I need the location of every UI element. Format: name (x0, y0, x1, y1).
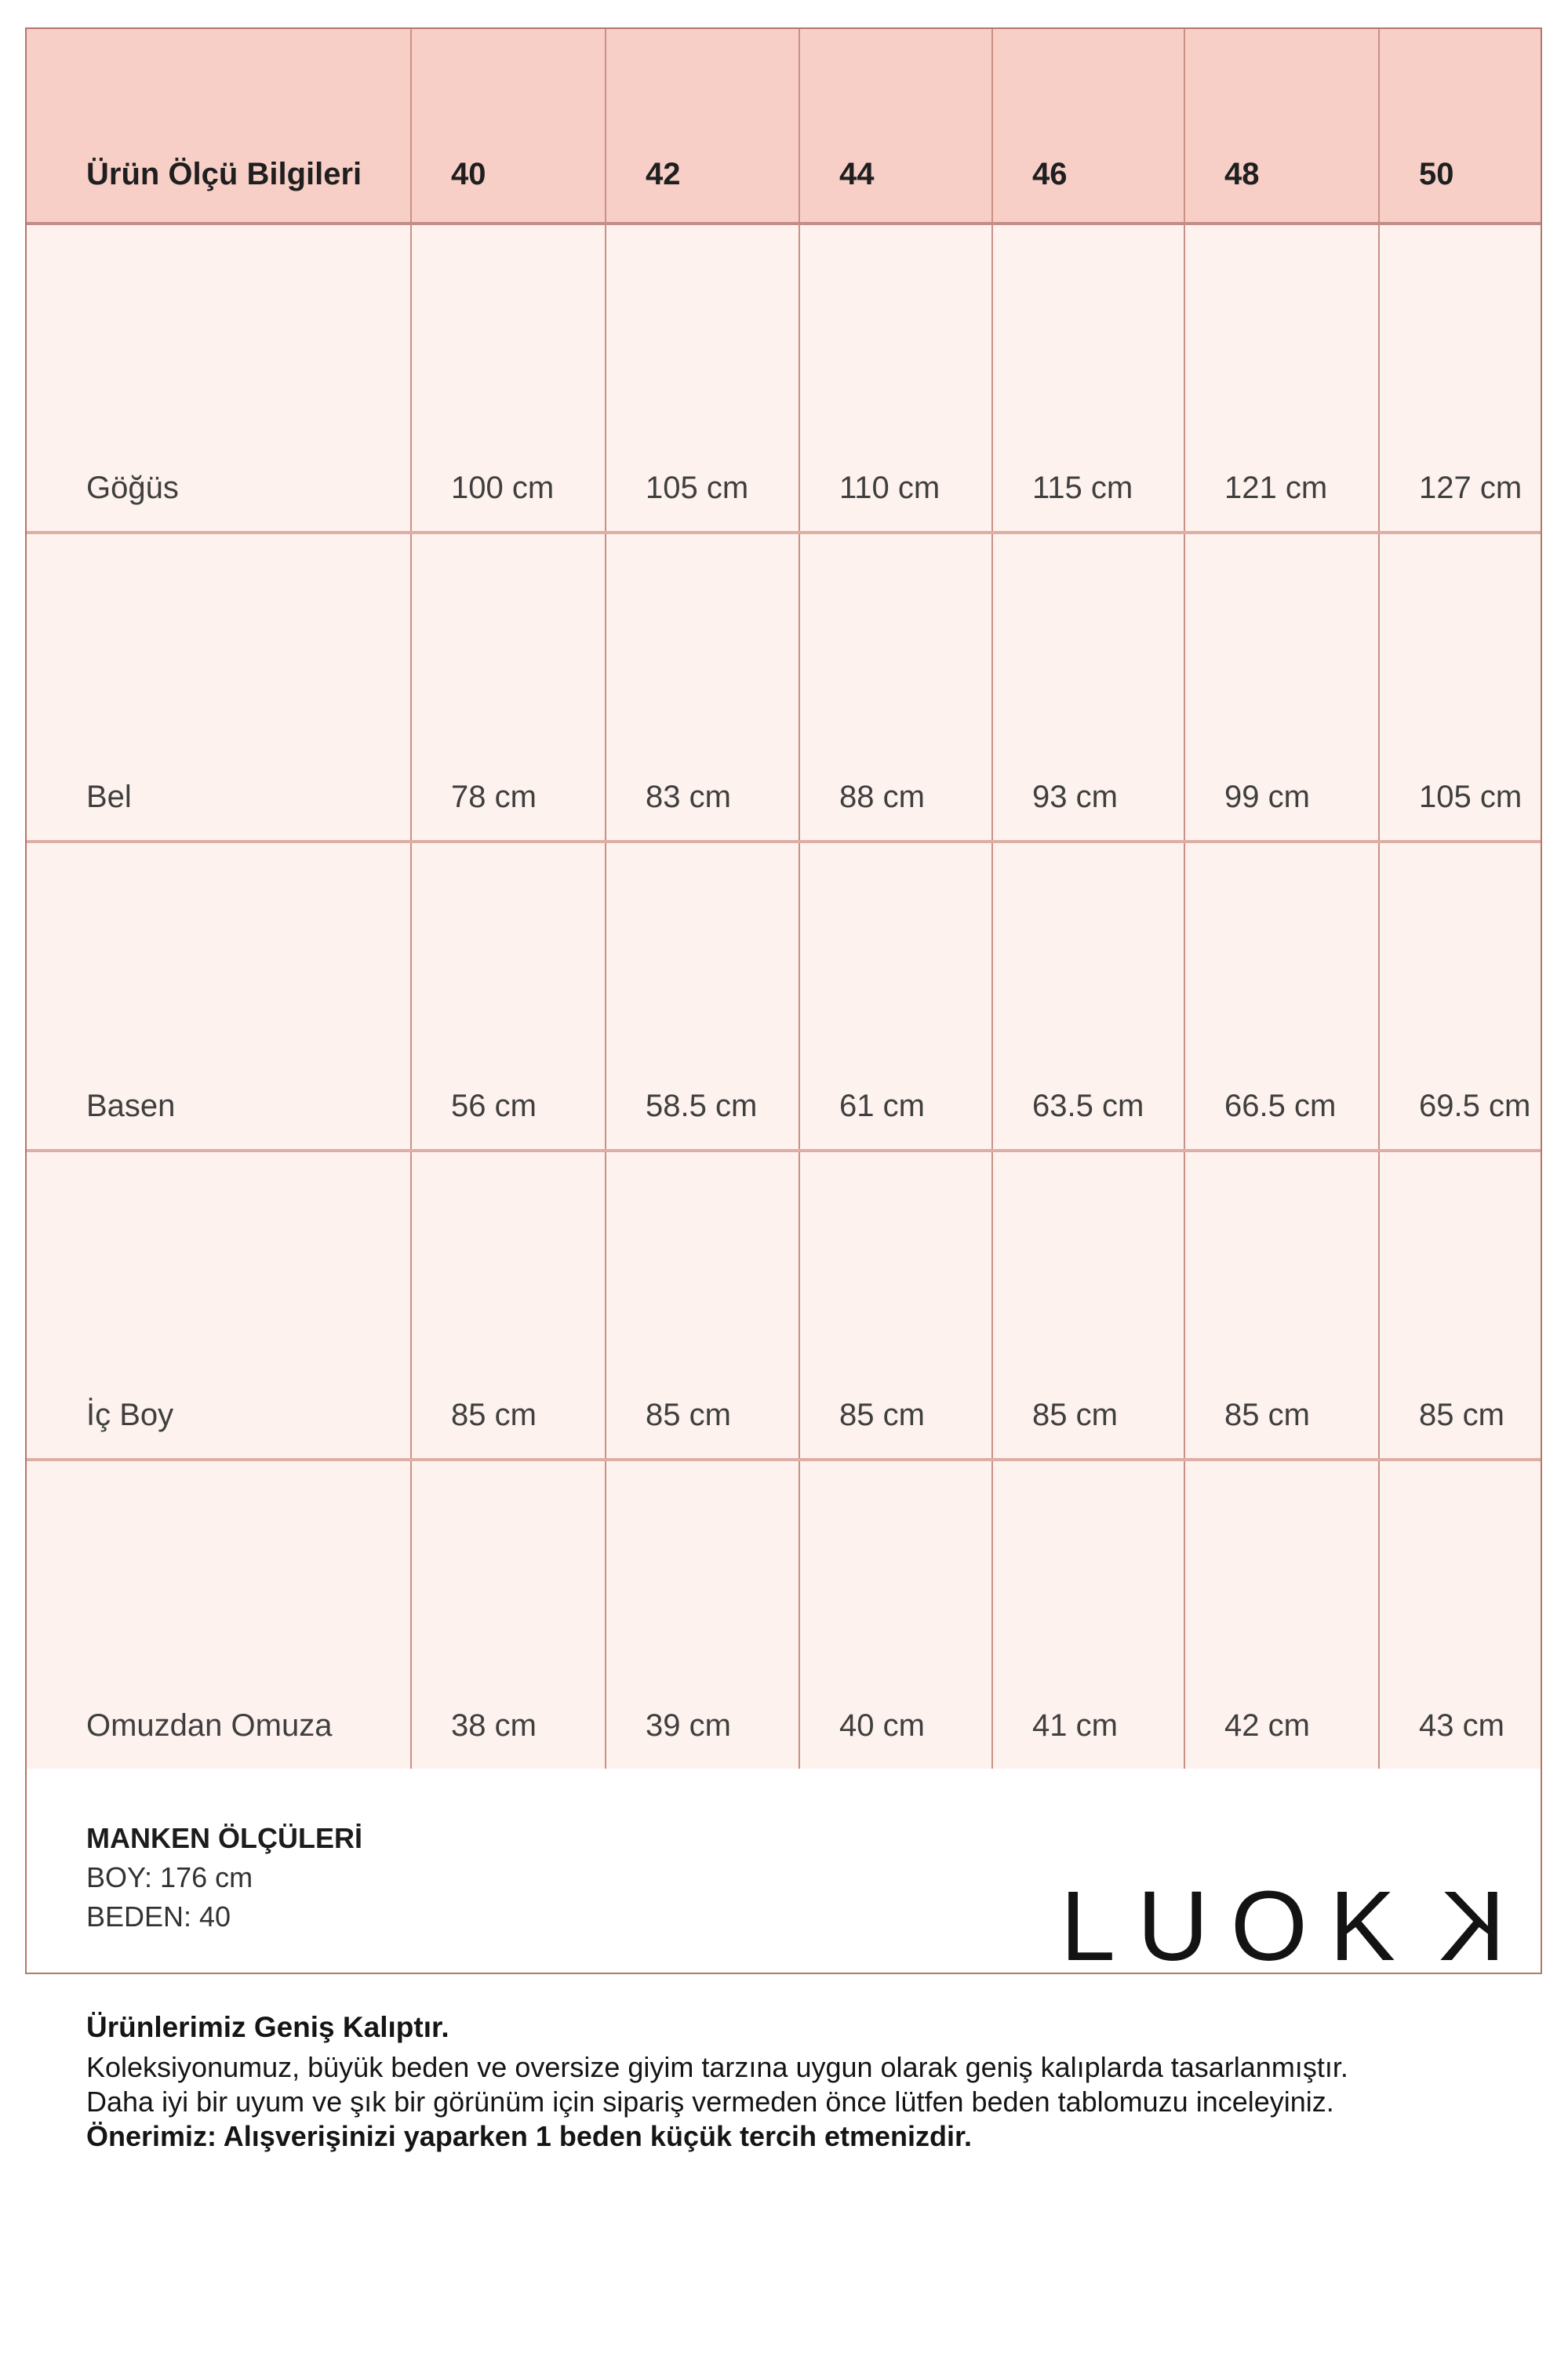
measurement-cell: 85 cm (1184, 1151, 1379, 1460)
measurement-cell: 39 cm (606, 1460, 799, 1769)
table-row-omuz (27, 1460, 1541, 1769)
notes-title: Ürünlerimiz Geniş Kalıptır. (86, 2011, 449, 2043)
brand-logo-letters: LUOK (1060, 1871, 1417, 1981)
measurement-cell: 78 cm (411, 533, 606, 842)
table-header-row (27, 29, 1541, 224)
measurement-cell: 85 cm (992, 1151, 1184, 1460)
size-header-44: 44 (799, 29, 992, 224)
size-header-40: 40 (411, 29, 606, 224)
mirrored-k-letter: K (1417, 1871, 1505, 1981)
table-row-icboy (27, 1151, 1541, 1460)
table-row-bel (27, 533, 1541, 842)
row-label: Omuzdan Omuza (27, 1460, 411, 1769)
measurement-cell: 61 cm (799, 842, 992, 1151)
size-header-50: 50 (1379, 29, 1541, 224)
measurement-cell: 56 cm (411, 842, 606, 1151)
model-height: BOY: 176 cm (86, 1861, 253, 1893)
measurement-cell: 127 cm (1379, 224, 1541, 533)
notes-recommendation: Önerimiz: Alışverişinizi yaparken 1 beden küçük tercih etmenizdir. (86, 2120, 973, 2152)
measurement-cell: 85 cm (411, 1151, 606, 1460)
measurement-cell: 100 cm (411, 224, 606, 533)
measurement-cell: 85 cm (1379, 1151, 1541, 1460)
notes-line-1: Koleksiyonumuz, büyük beden ve oversize giyim tarzına uygun olarak geniş kalıplarda tasarlanmıştır. (86, 2051, 1348, 2083)
row-label: Bel (27, 533, 411, 842)
table-title: Ürün Ölçü Bilgileri (27, 29, 411, 224)
measurement-cell: 85 cm (799, 1151, 992, 1460)
sizing-notes (86, 2009, 1537, 2154)
measurement-cell: 38 cm (411, 1460, 606, 1769)
measurement-cell: 105 cm (1379, 533, 1541, 842)
measurement-cell: 105 cm (606, 224, 799, 533)
measurement-cell: 40 cm (799, 1460, 992, 1769)
size-chart-container (25, 27, 1542, 1981)
row-label: Göğüs (27, 224, 411, 533)
model-measurements (86, 1819, 362, 1937)
measurement-cell: 115 cm (992, 224, 1184, 533)
measurement-cell: 93 cm (992, 533, 1184, 842)
measurement-cell: 85 cm (606, 1151, 799, 1460)
size-table (27, 29, 1541, 1769)
size-header-46: 46 (992, 29, 1184, 224)
measurement-cell: 66.5 cm (1184, 842, 1379, 1151)
size-header-42: 42 (606, 29, 799, 224)
measurement-cell: 121 cm (1184, 224, 1379, 533)
measurement-cell: 110 cm (799, 224, 992, 533)
measurement-cell: 63.5 cm (992, 842, 1184, 1151)
table-row-gogus (27, 224, 1541, 533)
measurement-cell: 43 cm (1419, 1708, 1504, 1743)
measurement-cell: 83 cm (606, 533, 799, 842)
table-row-basen (27, 842, 1541, 1151)
chart-footer (27, 1769, 1541, 1981)
measurement-cell: 58.5 cm (606, 842, 799, 1151)
model-size: BEDEN: 40 (86, 1900, 231, 1933)
row-label: Basen (27, 842, 411, 1151)
notes-line-2: Daha iyi bir uyum ve şık bir görünüm için sipariş vermeden önce lütfen beden tablomuzu inceleyiniz. (86, 2086, 1334, 2118)
measurement-cell: 41 cm (992, 1460, 1184, 1769)
row-label: İç Boy (27, 1151, 411, 1460)
measurement-cell: 88 cm (799, 533, 992, 842)
model-info-title: MANKEN ÖLÇÜLERİ (86, 1822, 362, 1854)
size-header-48: 48 (1184, 29, 1379, 224)
brand-logo (1060, 1871, 1505, 1981)
measurement-cell: 69.5 cm (1379, 842, 1541, 1151)
measurement-cell: 42 cm (1184, 1460, 1379, 1769)
measurement-cell: 99 cm (1184, 533, 1379, 842)
